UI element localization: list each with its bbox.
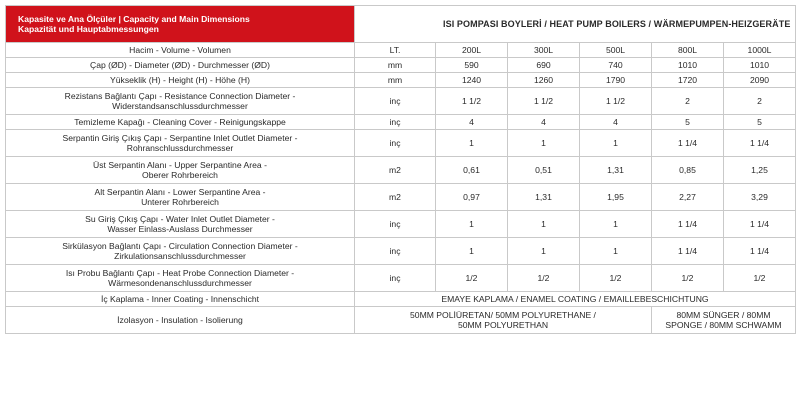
row-value-cell: 1790 xyxy=(580,73,652,88)
row-label-line: Temizleme Kapağı - Cleaning Cover - Reinigungskappe xyxy=(74,116,286,127)
insulation-value-line: 80MM SÜNGER / 80MM xyxy=(676,309,771,320)
row-value-cell: 2 xyxy=(652,88,724,115)
row-value-cell: 0,61 xyxy=(436,157,508,184)
row-label xyxy=(6,157,355,184)
row-value-cell: 1 xyxy=(436,130,508,157)
row-label xyxy=(6,211,355,238)
row-label-line: Zirkulationsanschlussdurchmesser xyxy=(114,251,246,261)
row-unit: inç xyxy=(355,130,436,157)
row-value-cell: 1010 xyxy=(724,58,796,73)
row-unit: inç xyxy=(355,238,436,265)
table-row xyxy=(6,73,796,88)
row-value-cell: 2090 xyxy=(724,73,796,88)
row-value-cell: 2 xyxy=(724,88,796,115)
row-value-cell: 1/2 xyxy=(724,265,796,292)
inner-coating-value: EMAYE KAPLAMA / ENAMEL COATING / EMAILLEBESCHICHTUNG xyxy=(355,292,796,307)
row-value-cell: 1000L xyxy=(724,43,796,58)
row-value-cell: 2,27 xyxy=(652,184,724,211)
row-value-cell: 1,25 xyxy=(724,157,796,184)
insulation-value-line: 50MM POLYURETHAN xyxy=(457,320,549,330)
row-value-cell: 300L xyxy=(508,43,580,58)
inner-coating-row xyxy=(6,292,796,307)
row-label-line: Çap (ØD) - Diameter (ØD) - Durchmesser (ØD) xyxy=(89,59,270,70)
insulation-value-polyurethane xyxy=(355,307,652,334)
insulation-row xyxy=(6,307,796,334)
table-row xyxy=(6,58,796,73)
row-value-cell: 690 xyxy=(508,58,580,73)
row-label-line: Unterer Rohrbereich xyxy=(141,197,219,207)
row-value-cell: 1 1/2 xyxy=(436,88,508,115)
table-row xyxy=(6,265,796,292)
row-value-cell: 1 xyxy=(580,211,652,238)
header-title-line-2: Kapazität und Hauptabmessungen xyxy=(18,24,159,34)
table-row xyxy=(6,43,796,58)
row-value-cell: 5 xyxy=(724,115,796,130)
row-label xyxy=(6,130,355,157)
header-title-line-1: Kapasite ve Ana Ölçüler | Capacity and Main Dimensions xyxy=(18,13,250,24)
row-value-cell: 800L xyxy=(652,43,724,58)
table-row xyxy=(6,115,796,130)
row-value-cell: 5 xyxy=(652,115,724,130)
table-row xyxy=(6,238,796,265)
table-row xyxy=(6,184,796,211)
row-value-cell: 1 xyxy=(580,130,652,157)
table-row xyxy=(6,130,796,157)
row-label xyxy=(6,73,355,88)
row-value-cell: 4 xyxy=(580,115,652,130)
row-label-line: Rohranschlussdurchmesser xyxy=(126,143,234,153)
table-row xyxy=(6,88,796,115)
row-unit: inç xyxy=(355,211,436,238)
row-label xyxy=(6,265,355,292)
row-unit: inç xyxy=(355,265,436,292)
row-value-cell: 1 1/4 xyxy=(652,211,724,238)
specification-table xyxy=(5,5,796,334)
row-value-cell: 1 xyxy=(436,238,508,265)
row-value-cell: 1 1/4 xyxy=(724,211,796,238)
row-value-cell: 200L xyxy=(436,43,508,58)
row-value-cell: 1 1/4 xyxy=(652,130,724,157)
row-label-line: Wasser Einlass-Auslass Durchmesser xyxy=(107,224,253,234)
row-value-cell: 1/2 xyxy=(652,265,724,292)
row-label-line: Serpantin Giriş Çıkış Çapı - Serpantine Inlet Outlet Diameter - xyxy=(62,132,298,143)
row-value-cell: 1 xyxy=(508,238,580,265)
row-value-cell: 1 1/4 xyxy=(652,238,724,265)
row-label-line: Isı Probu Bağlantı Çapı - Heat Probe Connection Diameter - xyxy=(65,267,295,278)
row-label-line: Oberer Rohrbereich xyxy=(142,170,218,180)
row-unit: mm xyxy=(355,58,436,73)
specification-table-container xyxy=(5,5,795,334)
row-value-cell: 1240 xyxy=(436,73,508,88)
insulation-value-sponge xyxy=(652,307,796,334)
row-unit: inç xyxy=(355,115,436,130)
insulation-value-line: SPONGE / 80MM SCHWAMM xyxy=(665,320,782,330)
row-value-cell: 590 xyxy=(436,58,508,73)
row-value-cell: 3,29 xyxy=(724,184,796,211)
row-label-line: Su Giriş Çıkış Çapı - Water Inlet Outlet Diameter - xyxy=(85,213,275,224)
table-row xyxy=(6,157,796,184)
header-row xyxy=(6,6,796,43)
insulation-value-line: 50MM POLİÜRETAN/ 50MM POLYURETHANE / xyxy=(410,309,596,320)
row-value-cell: 1 xyxy=(508,130,580,157)
header-product-title-cell xyxy=(355,6,796,43)
row-value-cell: 1/2 xyxy=(580,265,652,292)
row-label xyxy=(6,88,355,115)
row-value-cell: 0,97 xyxy=(436,184,508,211)
row-label-line: Rezistans Bağlantı Çapı - Resistance Connection Diameter - xyxy=(64,90,296,101)
row-value-cell: 1260 xyxy=(508,73,580,88)
row-value-cell: 4 xyxy=(436,115,508,130)
row-value-cell: 1 xyxy=(436,211,508,238)
inner-coating-label: İç Kaplama - Inner Coating - Innenschicht xyxy=(6,292,355,307)
row-label-line: Widerstandsanschlussdurchmesser xyxy=(112,101,248,111)
row-value-cell: 1/2 xyxy=(436,265,508,292)
row-unit: mm xyxy=(355,73,436,88)
row-unit: LT. xyxy=(355,43,436,58)
row-value-cell: 0,51 xyxy=(508,157,580,184)
header-title-cell xyxy=(6,6,355,43)
row-value-cell: 1720 xyxy=(652,73,724,88)
row-value-cell: 1 xyxy=(580,238,652,265)
row-unit: m2 xyxy=(355,184,436,211)
row-label xyxy=(6,43,355,58)
row-value-cell: 1 1/4 xyxy=(724,238,796,265)
row-unit: m2 xyxy=(355,157,436,184)
row-label xyxy=(6,184,355,211)
row-value-cell: 0,85 xyxy=(652,157,724,184)
row-value-cell: 1010 xyxy=(652,58,724,73)
row-value-cell: 1 1/4 xyxy=(724,130,796,157)
row-label-line: Hacim - Volume - Volumen xyxy=(129,44,231,55)
row-label xyxy=(6,115,355,130)
row-value-cell: 1 1/2 xyxy=(580,88,652,115)
row-unit: inç xyxy=(355,88,436,115)
table-body xyxy=(6,6,796,334)
row-label xyxy=(6,58,355,73)
row-value-cell: 1,95 xyxy=(580,184,652,211)
row-value-cell: 1,31 xyxy=(580,157,652,184)
row-label-line: Yükseklik (H) - Height (H) - Höhe (H) xyxy=(110,74,250,85)
header-product-title: ISI POMPASI BOYLERİ / HEAT PUMP BOILERS / WÄRMEPUMPEN-HEIZGERÄTE xyxy=(443,18,791,29)
row-value-cell: 1 xyxy=(508,211,580,238)
row-label-line: Wärmesondenanschlussdurchmesser xyxy=(108,278,252,288)
row-value-cell: 1 1/2 xyxy=(508,88,580,115)
row-label-line: Sirkülasyon Bağlantı Çapı - Circulation Connection Diameter - xyxy=(62,240,298,251)
row-value-cell: 1,31 xyxy=(508,184,580,211)
row-label-line: Üst Serpantin Alanı - Upper Serpantine Area - xyxy=(93,159,267,170)
row-label-line: Alt Serpantin Alanı - Lower Serpantine Area - xyxy=(94,186,266,197)
row-value-cell: 1/2 xyxy=(508,265,580,292)
table-row xyxy=(6,211,796,238)
row-value-cell: 740 xyxy=(580,58,652,73)
row-value-cell: 4 xyxy=(508,115,580,130)
insulation-label: İzolasyon - Insulation - Isolierung xyxy=(6,307,355,334)
row-value-cell: 500L xyxy=(580,43,652,58)
row-label xyxy=(6,238,355,265)
